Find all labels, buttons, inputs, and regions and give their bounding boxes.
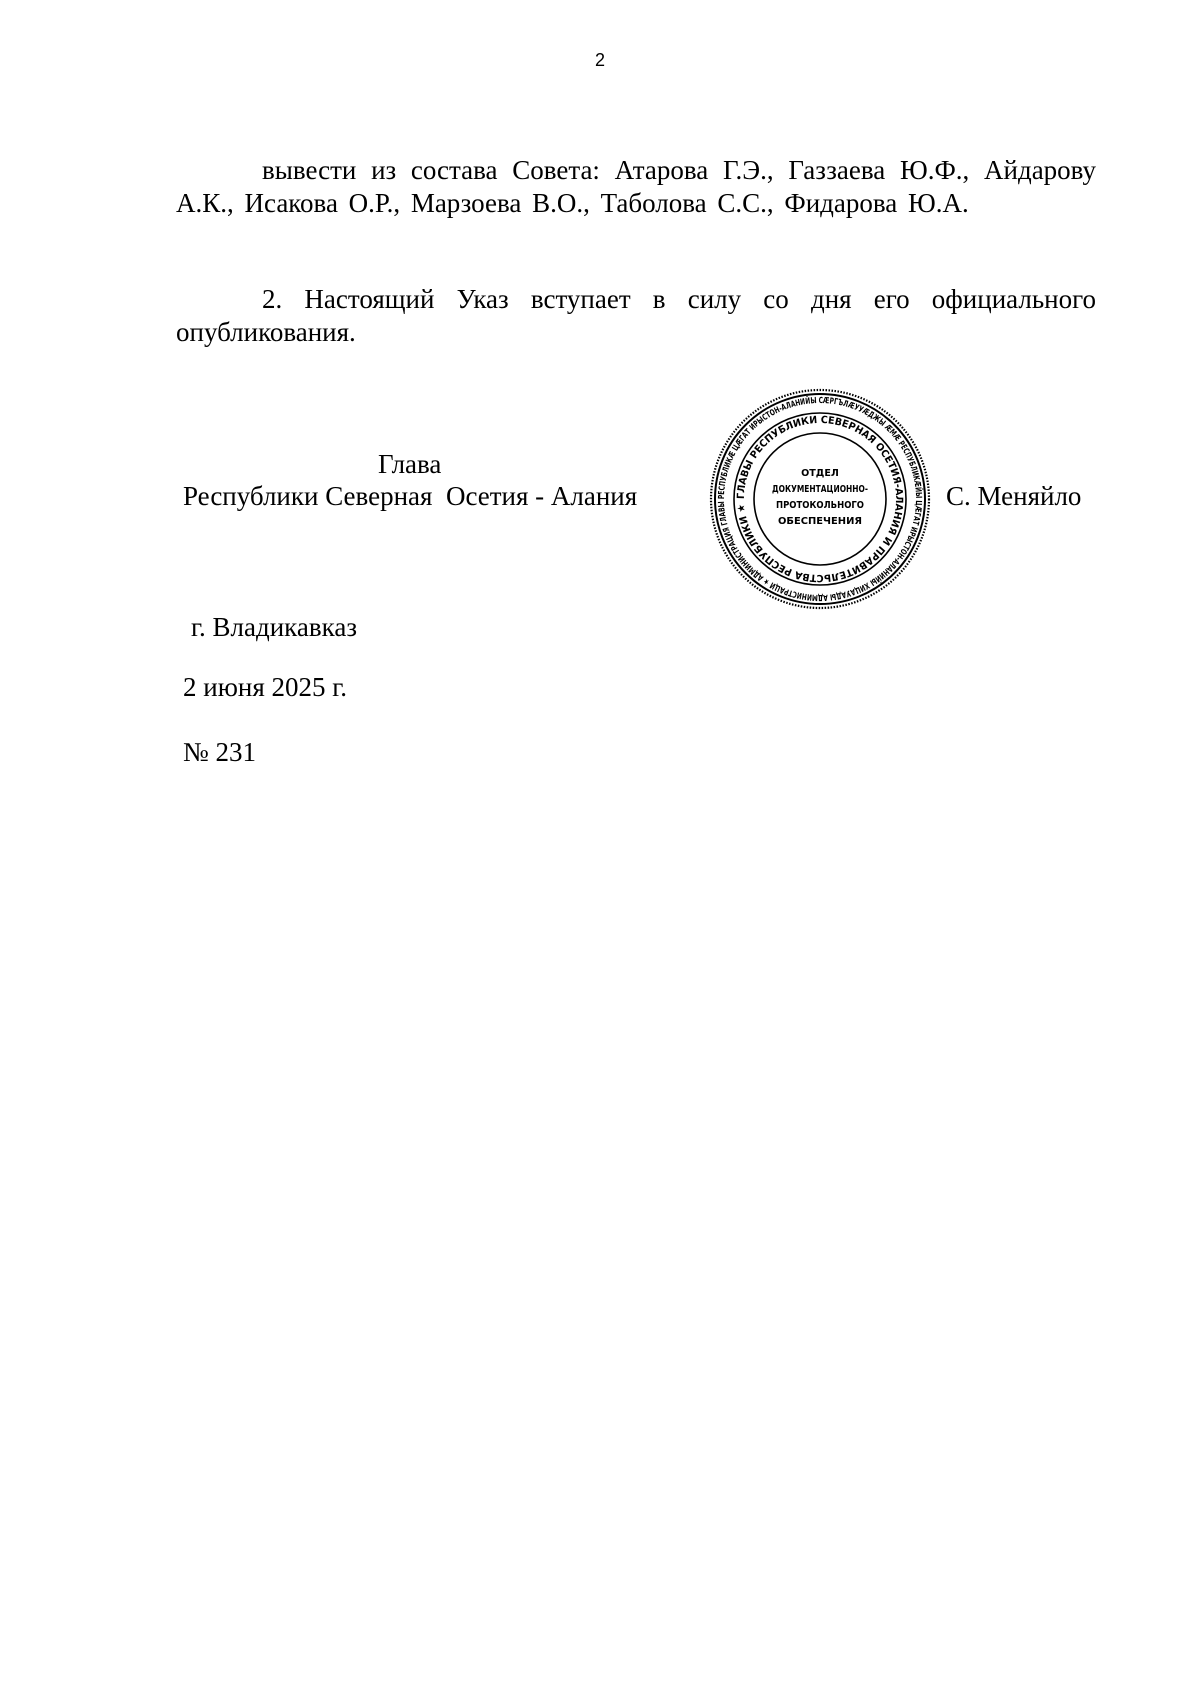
document-number: № 231 — [183, 737, 257, 767]
signature-organization: Республики Северная Осетия - Алания — [183, 481, 638, 511]
document-date: 2 июня 2025 г. — [183, 672, 348, 702]
stamp-outer-ring-text: РЕСПУБЛИКӔ ЦӔГАТ ИРЫСТОН-АЛАНИЙЫ СӔРГЪЛӔУУӔДЖЫ ӔМӔ РЕСПУБЛИКӔЙЫ ЦӔГАТ ИРЫСТОН-АЛАНИЙЫ ХИЦАУАДЫ АДМИНИСТРАЦИ ★ АДМИНИСТРАЦИЯ ГЛАВЫ — [715, 394, 925, 604]
stamp-center-line: ПРОТОКОЛЬНОГО — [776, 500, 864, 511]
official-stamp — [708, 387, 932, 611]
paragraph-remove-members: вывести из состава Совета: Атарова Г.Э., Газзаева Ю.Ф., Айдарову А.К., Исакова О.Р., Марзоева В.О., Таболова С.С., Фидарова Ю.А. — [176, 155, 1096, 218]
page-number: 2 — [594, 50, 605, 70]
signature-name: С. Меняйло — [946, 481, 1082, 511]
signature-title: Глава — [378, 449, 442, 479]
paragraph-effective-date: 2. Настоящий Указ вступает в силу со дня его официального опубликования. — [176, 284, 1096, 347]
document-city: г. Владикавказ — [191, 612, 357, 642]
stamp-center-line: ОБЕСПЕЧЕНИЯ — [778, 516, 862, 527]
stamp-center-line: ОТДЕЛ — [801, 468, 839, 479]
stamp-center-line: ДОКУМЕНТАЦИОННО- — [772, 484, 869, 495]
stamp-middle-ring-text: ГЛАВЫ РЕСПУБЛИКИ СЕВЕРНАЯ ОСЕТИЯ-АЛАНИЯ И ПРАВИТЕЛЬСТВА РЕСПУБЛИКИ ★ — [735, 414, 905, 584]
